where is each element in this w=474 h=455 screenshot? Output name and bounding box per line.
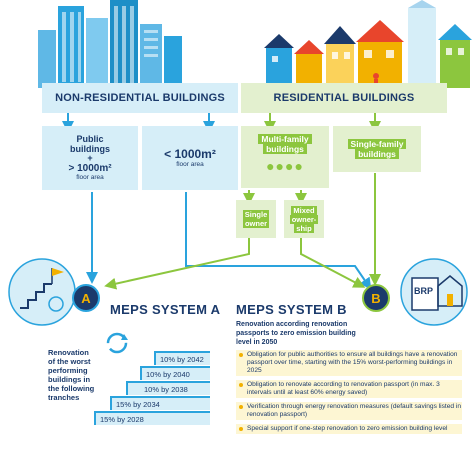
bullet-item: Obligation to renovate according to renovation passport (in max. 3 intervals until at least 60% energy saved) <box>236 380 462 398</box>
bullet-item: Special support if one-step renovation to zero emission building level <box>236 424 462 434</box>
single-owner-line1: Single <box>244 210 268 219</box>
step-2040-label: 10% by 2040 <box>146 370 190 379</box>
public-line2: buildings <box>70 144 110 154</box>
mixed-line3: ship <box>296 223 312 233</box>
desc-line-1: of the worst <box>48 357 91 366</box>
public-line5: floor area <box>76 174 104 181</box>
mixed-line1: Mixed <box>293 205 315 215</box>
step-2040 <box>140 366 210 380</box>
step-2034 <box>110 396 210 410</box>
step-2034-label: 15% by 2034 <box>116 400 160 409</box>
desc-line-5: tranches <box>48 393 80 402</box>
system-b-subtitle <box>236 320 416 347</box>
bullet-item: Verification through energy renovation measures (default savings listed in renovation passport) <box>236 402 462 420</box>
system-a-badge <box>72 284 100 312</box>
single-owner-box <box>236 200 276 238</box>
step-2042-label: 10% by 2042 <box>160 355 204 364</box>
system-b-title: MEPS SYSTEM B <box>236 302 347 317</box>
single-family-line2: buildings <box>355 149 399 159</box>
mixed-line2: owner- <box>291 214 317 224</box>
small-buildings-box <box>142 126 238 190</box>
desc-line-0: Renovation <box>48 348 89 357</box>
desc-line-3: buildings in <box>48 375 91 384</box>
step-2028 <box>94 411 210 425</box>
system-b-bullets <box>236 350 462 438</box>
stairs-flag-icon <box>6 256 78 328</box>
public-line3: + <box>87 153 93 163</box>
public-line4: > 1000m² <box>68 163 112 174</box>
non-residential-title: NON-RESIDENTIAL BUILDINGS <box>55 92 225 104</box>
brp-house-icon <box>398 256 470 328</box>
brp-label: BRP <box>414 286 434 296</box>
mixed-ownership-box <box>284 200 324 238</box>
desc-line-2: performing <box>48 366 88 375</box>
multi-family-box <box>241 126 329 188</box>
step-2042 <box>154 351 210 365</box>
refresh-icon-a <box>104 330 130 356</box>
system-a-title: MEPS SYSTEM A <box>110 302 221 317</box>
system-b-badge <box>362 284 390 312</box>
bullet-item: Obligation for public authorities to ensure all buildings have a renovation passport over time, starting with the 15% worst-performing buildings in 2025 <box>236 350 462 376</box>
residential-title: RESIDENTIAL BUILDINGS <box>273 92 415 104</box>
people-icon: ●●●● <box>266 158 304 174</box>
single-family-line1: Single-family <box>348 139 407 149</box>
small-line1: < 1000m² <box>164 147 216 161</box>
small-line2: floor area <box>176 161 204 168</box>
public-line1: Public <box>76 134 104 144</box>
desc-line-4: the following <box>48 384 95 393</box>
system-b-badge-letter: B <box>371 290 381 306</box>
step-2028-label: 15% by 2028 <box>100 415 144 424</box>
single-owner-line2: owner <box>244 219 268 228</box>
step-2038-label: 10% by 2038 <box>144 385 188 394</box>
system-a-description <box>48 348 106 402</box>
system-a-badge-letter: A <box>81 290 91 306</box>
step-2038 <box>126 381 210 395</box>
public-buildings-box <box>42 126 138 190</box>
single-family-box <box>333 126 421 172</box>
multi-line2: buildings <box>263 144 307 154</box>
sub-line-1: passports to zero emission building <box>236 330 356 337</box>
sub-line-2: level in 2050 <box>236 339 278 346</box>
multi-line1: Multi-family <box>258 134 311 144</box>
sub-line-0: Renovation according renovation <box>236 321 348 328</box>
